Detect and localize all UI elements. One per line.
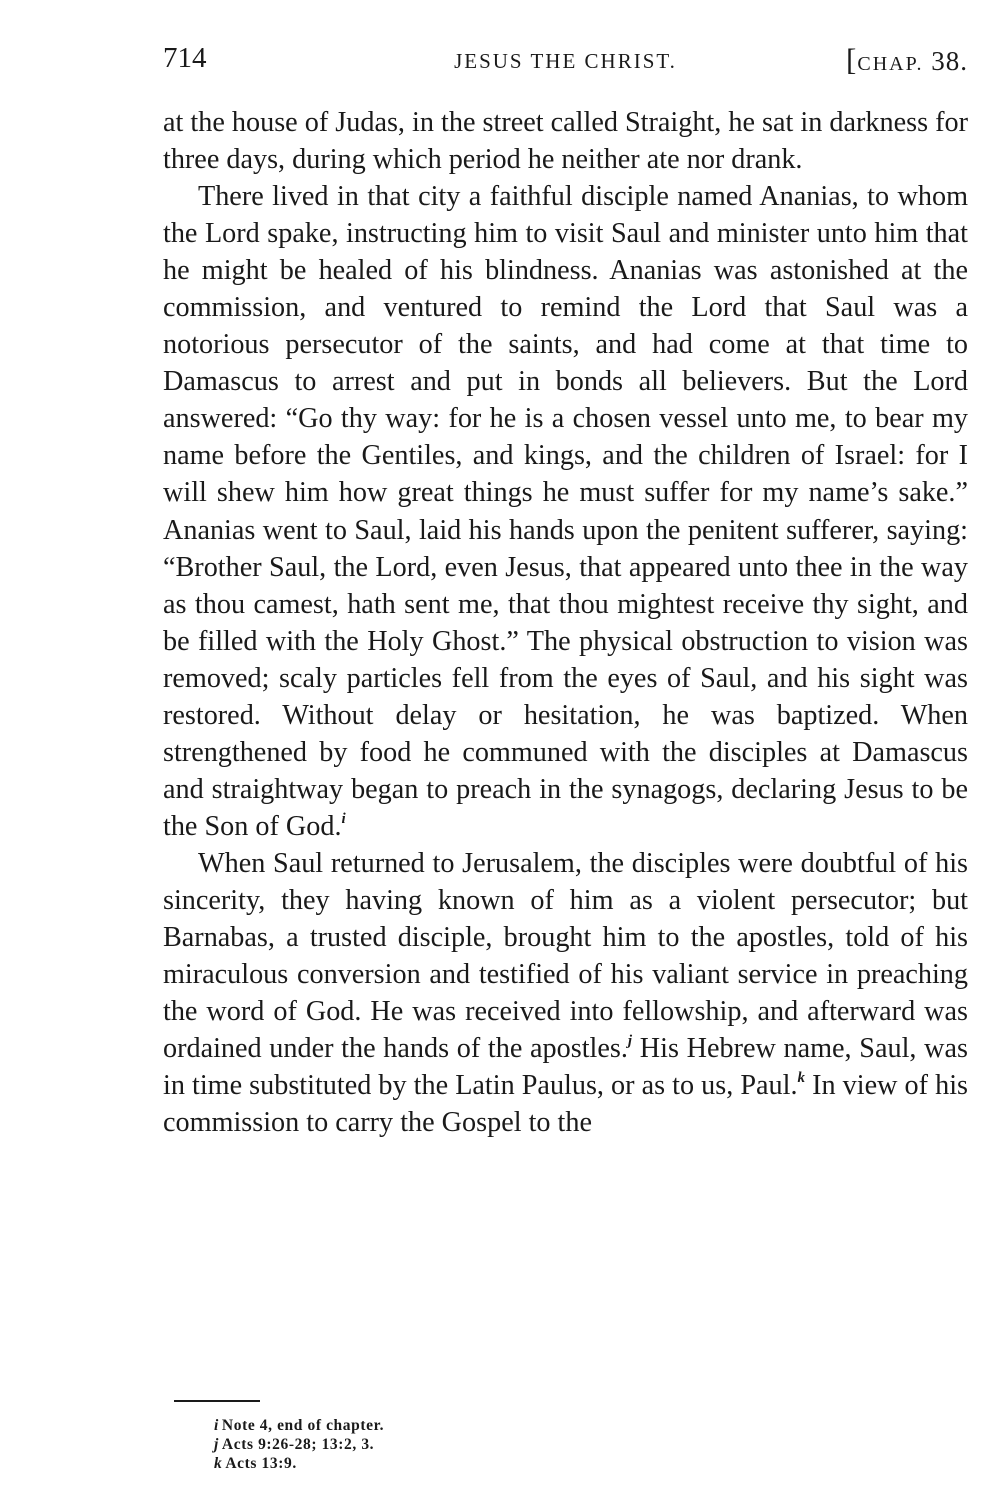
footnotes — [214, 1416, 384, 1473]
footnote-divider — [174, 1400, 260, 1402]
running-head — [163, 42, 968, 82]
page-number: 714 — [163, 42, 207, 74]
chapter-word: CHAP. — [857, 53, 924, 75]
chapter-bracket: [ — [846, 42, 858, 77]
footnote-text: Acts 13:9. — [225, 1455, 297, 1472]
paragraph-3-text-c: In view of his commission to carry the Gospel to the — [163, 1070, 968, 1139]
paragraph-3-text-b: His Hebrew name, Saul, was in time substituted by the Latin Paulus, or as to us, Paul. — [163, 1033, 968, 1102]
footnote-ref-i[interactable]: i — [341, 810, 346, 827]
footnote-mark: i — [214, 1417, 219, 1434]
footnote-ref-j[interactable]: j — [627, 1033, 633, 1050]
paragraph-2-text: There lived in that city a faithful disciple named Ananias, to whom the Lord spake, instructing him to visit Saul and minister unto him that he might be healed of his blindness. Ananias was astonished at the commission, and ventured to remind the Lord that Saul was a notorious persecutor of the saints, and had come at that time to Damascus to arrest and put in bonds all believers. But the Lord answered: “Go thy way: for he is a chosen vessel unto me, to bear my name before the Gentiles, and kings, and the children of Israel: for I will shew him how great things he must suffer for my name’s sake.” Ananias went to Saul, laid his hands upon the penitent sufferer, saying: “Brother Saul, the Lord, even Jesus, that appeared unto thee in the way as thou camest, hath sent me, that thou mightest receive thy sight, and be filled with the Holy Ghost.” The physical obstruction to vision was removed; scaly particles fell from the eyes of Saul, and his sight was restored. Without delay or hesitation, he was baptized. When strengthened by food he communed with the disciples at Damascus and straightway began to preach in the synagogs, declaring Jesus to be the Son of God. — [163, 181, 968, 842]
paragraph-jerusalem — [163, 845, 968, 1141]
footnote-text: Note 4, end of chapter. — [221, 1417, 385, 1434]
chapter-reference — [846, 42, 968, 78]
paragraph-1-text: at the house of Judas, in the street called Straight, he sat in darkness for three days, during which period he neither ate nor drank. — [163, 107, 968, 176]
footnote-ref-k[interactable]: k — [797, 1070, 806, 1087]
footnote-j — [214, 1435, 384, 1454]
footnote-k — [214, 1454, 384, 1473]
paragraph-continued — [163, 104, 968, 178]
chapter-number: 38. — [931, 46, 968, 76]
paragraph-3-text-a: When Saul returned to Jerusalem, the disciples were doubtful of his sincerity, they having known of him as a violent persecutor; but Barnabas, a trusted disciple, brought him to the apostles, told of his miraculous conversion and testified of his valiant service in preaching the word of God. He was received into fellowship, and afterward was ordained under the hands of the apostles. — [163, 847, 968, 1065]
footnote-text: Acts 9:26-28; 13:2, 3. — [221, 1436, 375, 1453]
paragraph-ananias — [163, 178, 968, 845]
footnote-mark: j — [214, 1436, 219, 1453]
footnote-mark: k — [214, 1455, 223, 1472]
body-text — [163, 104, 968, 1141]
footnote-i — [214, 1416, 384, 1435]
running-title: JESUS THE CHRIST. — [454, 49, 677, 73]
